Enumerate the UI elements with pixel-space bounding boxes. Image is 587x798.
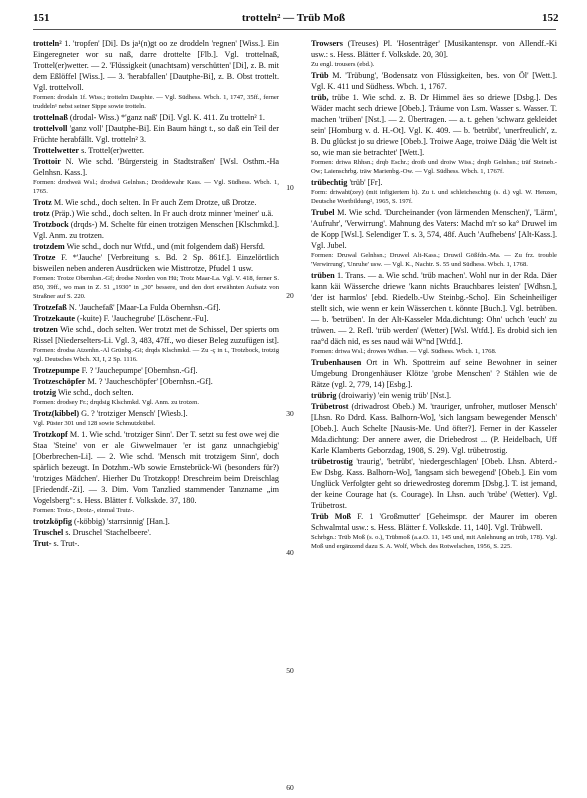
dictionary-entry: trübrig (droiwariy) 'ein wenig trüb' [Nst.]. [311, 391, 452, 400]
entry-note: Schrbgn.: Trüb Moß (s. o.), Trübmoß (a.a.O. 11, 145 und, mit Anlehnung an trüb, 178). Vgl. Moß und ergänzend dazu S. A. Wolf, Wbch. des Rotwelschen, 1956, S. 225. [311, 534, 557, 550]
line-number: 60 [286, 783, 294, 792]
entry-note: Formen: driwa Rhhsn.; drqb Eschr.; droib und droiw Wiss.; drqib Gelnhsn.; träf Steineb.-Ow; Laienschrbg. träw Marienbg.-Ow. — Vgl. Südhess. Wbch. 1, 1767f. [311, 159, 557, 175]
dictionary-entry: Truschel s. Druschel 'Stachelbeere'. [33, 528, 152, 537]
dictionary-entry: trotz (Präp.) Wie schd., doch selten. In Fr auch drotz minner 'meiner' u.ä. [33, 209, 274, 218]
header-rule [33, 29, 556, 30]
entry-note: Formen: drodsey Fr.; drqdsig Klschmkd. Vgl. Anm. zu trotzen. [33, 399, 199, 406]
dictionary-entry: Trüb M. 'Trübung', 'Bodensatz von Flüssigkeiten, bes. von Öl' [Wett.]. Vgl. K. 411 und Südhess. Wbch. 1, 1767. [311, 71, 557, 91]
line-number: 20 [286, 291, 294, 300]
entry-note: Formen: Trotze Obernhsn.-Gf; drodse Norden von Hü; Trotz Maar-La. Vgl. V. 418, ferner S. 850, 39ff., wo man in Z. 51 „1930" in „30" bessere, und den dort erwähnten Aufsatz von Straßner auf S. 220. [33, 275, 279, 300]
line-number: 10 [286, 183, 294, 192]
dictionary-entry: Trottelwetter s. Trottel(er)wetter. [33, 146, 145, 155]
dictionary-entry: Trubel M. Wie schd. 'Durcheinander (von lärmenden Menschen)', 'Lärm', 'Aufruhr', 'Verwirrung'. Mahnung des Vaters: Machd m'r so ka° Druwel im de Kopp [Wsl.]. Selendiger T. s. 3, 574, 48f. Auch 'Aufhebens' [Alt-Kass.]. Vgl. Jubel. [311, 208, 557, 250]
dictionary-entry: Trotzefaß N. 'Jauchefaß' [Maar-La Fulda Obernhsn.-Gf]. [33, 303, 221, 312]
dictionary-entry: Trotze F. *'Jauche' [Verbreitung s. Bd. 2 Sp. 861f.]. Einzelörtlich bisweilen neben anderen Ausdrücken wie Misttrotze, Pfudel 1 usw. [33, 253, 279, 273]
running-head: trotteln² — Trüb Moß [241, 12, 346, 24]
dictionary-entry: Trubenhausen Ort in Wh. Spottreim auf seine Bewohner in seiner Umgebung Drongenhäuser Klötze 'grobe Menschen' ? Stählen wie de Rätze (vgl. 2, 779, 14) [Esbg.]. [311, 358, 557, 389]
dictionary-entry: trotteln² 1. 'tropfen' [Di]. Ds ja¹(n)gt oo ze droddeln 'regnen' [Wiss.]. Ein Eingeregneter wor su naß, darre drottelte [Flb.]. Vgl. trottelnaß, Trottel(er)wetter. — 2. 'Flüssigkeit (unachtsam) verschütten' [Di], z. B. mit dem Eßlöffel [Wiss.]. — 3. 'herabfallen' [Dautphe-Bi], z. B. Obst trottelt. Vgl. trottelvoll. [33, 39, 279, 92]
dictionary-entry: Trotzeschöpfer M. ? 'Jaucheschöpfer' [Obernhsn.-Gf]. [33, 377, 213, 386]
entry-note: Vgl. Püster 301 und 128 sowie Schmutzkübel. [33, 420, 156, 427]
page-number-right: 152 [542, 12, 559, 24]
dictionary-entry: Trüb Moß F. 1 'Großmutter' [Geheimspr. der Maurer im oberen Schwalmtal usw.: s. Hess. Blätter f. Volkskde. 11, 140]. Vgl. Trübwell. [311, 512, 557, 532]
left-column [33, 38, 279, 549]
dictionary-entry: trüb, trübe 1. Wie schd. z. B. Dr Himmel äes so driewe [Dsbg.]. Des Wäder macht sech driewe [Obeb.]. Träume von Lsm. Wasser s. Wasser. T. machen 'trüben' [Nst.]. — 2. Übertragen. — a. t. gehen 'schwarz gekleidet sein' [Homburg v. d. H.-Ot]. Vgl. K. 409. — b. 'betrübt', 'unerfreulich', z. B. Du glückst jo su driewe [Obeb.]. Troiwe Aage, troiwe Dääg 'die Welt ist so, wie man sie betrachtet' [Wett.]. [311, 93, 557, 157]
dictionary-entry: Trottoir N. Wie schd. 'Bürgersteig in Stadtstraßen' [Wsl. Osthm.-Ha Gelnhsn. Kass.]. [33, 157, 279, 177]
dictionary-entry: trotzköpfig (-köbbig) 'starrsinnig' [Han.]. [33, 517, 170, 526]
dictionary-entry: Trübetrost (driwadrost Obeb.) M. 'trauriger, unfroher, mutloser Mensch' [Lhsn. Ro Ddrd. Kass. Balhorn-Wo], 'sich langsam bewegender Mensch' [Obeb.]. Auch Schelte [Nausis-Me. Und öfter?]. Ferner in der Kasseler Mda.dichtung: Der annere awer, die Driebedrost ... (P. Heidelbach, Uff Karle Klamberts Geborzdag, 1908, S. 29). Vgl. trübetrostig. [311, 402, 557, 455]
entry-note: Zu engl. trousers (ebd.). [311, 61, 375, 68]
dictionary-entry: Trut- s. Trut-. [33, 539, 80, 548]
entry-note: Form: driwaht(zey) (mit infigiertem h). Zu t. und schleicheschtig (s. d.) vgl. W. Henzen, Deutsche Wortbildung², 1965, S. 197f. [311, 189, 557, 205]
right-column [311, 38, 557, 552]
dictionary-entry: Trowsers (Treuses) Pl. 'Hosenträger' [Musikantenspr. von Allendf.-Ki usw.: s. Hess. Blätter f. Volkskde. 20, 30]. [311, 39, 557, 59]
dictionary-entry: trübechtig 'trüb' [Fr]. [311, 178, 383, 187]
dictionary-entry: Trotz M. Wie schd., doch selten. In Fr auch Zem Drotze, uß Drotze. [33, 198, 257, 207]
dictionary-entry: trübetrostig 'traurig', 'betrübt', 'niedergeschlagen' [Obeb. Lhsn. Abterd.-Ew Dsbg. Kass. Balhorn-Wo], 'langsam sich bewegend' [Obeb.]. Ein vom Unglück Verfolgter geht so driewedrosteg doremm [Dsbg.]. T. ist jemand, der keine Courage hat (s. Courage). In Lhsn. auch 'trübe' (Wetter). Vgl. Trübetrost. [311, 457, 557, 510]
entry-note: Formen: drodweä Wsl.; drodwä Gelnhsn.; Droddewahr Kass. — Vgl. Südhess. Wbch. 1, 1765. [33, 179, 279, 195]
dictionary-entry: trotzig Wie schd., doch selten. [33, 388, 134, 397]
dictionary-entry: trotzen Wie schd., doch selten. Wer trotzt met de Schissel, Der spierts om Rissel [Niederselters-Li. Vgl. 3, 483, 47ff., wo dieser Beleg zuzufügen ist]. [33, 325, 279, 345]
dictionary-entry: trotzdem Wie schd., doch nur Wtfd., und (mit folgendem daß) Hersfd. [33, 242, 265, 251]
dictionary-entry: Trotz(kibbel) G. ? 'trotziger Mensch' [Wiesb.]. [33, 409, 188, 418]
dictionary-entry: trottelnaß (drodal- Wiss.) *'ganz naß' [Di]. Vgl. K. 411. Zu trotteln² 1. [33, 113, 265, 122]
line-number: 40 [286, 548, 294, 557]
dictionary-entry: trüben 1. Trans. — a. Wie schd. 'trüb machen'. Wohl nur in der Rda. Däer kann käi Wässerche driewe 'kann nichts Brauchbares leisten' [Wdhsn.], 'der ist harmlos' [ebd. Riedelb.-Uw Steinbg.-Scho]. Ein Scheinheiliger stellt sich, wie wenn er kein Wässerchen t. könnte [Buch.]. Vgl. betrüben. — b. 'betrüben'. In der Alt-Kasseler Mda.dichtung: Ohn' uchch 'euch' zu trüwen. — 2. Refl. 'trüb werden' (Wetter) [Wsl. Wtfd.]. Es drobid sich ien raa°d däch nid, es ses naud wäi W°nd [Wtfd.]. [311, 271, 557, 346]
dictionary-entry: Trotzekaute (-kuite) F. 'Jauchegrube' [Löschenr.-Fu]. [33, 314, 209, 323]
entry-note: Formen: driwa Wsl.; drowes Wdhsn. — Vgl. Südhess. Wbch. 1, 1768. [311, 348, 497, 355]
dictionary-entry: Trotzepumpe F. ? 'Jauchepumpe' [Obernhsn.-Gf]. [33, 366, 198, 375]
page-number-left: 151 [33, 12, 50, 24]
entry-note: Formen: Trotz-, Drotz-, einmal Trutz-. [33, 507, 135, 514]
entry-note: Formen: Druwal Gelnhsn.; Druwel Alt-Kass.; Druwil Gößfdn.-Ma. — Zu frz. trouble 'Verwirrung', 'Unruhe' usw. — Vgl. K., Nachtr. S. 55 und Südhess. Wbch. 1, 1768. [311, 252, 557, 268]
dictionary-entry: Trotzbock (drqds-) M. Schelte für einen trotzigen Menschen [Klschmkd.]. Vgl. Anm. zu trotzen. [33, 220, 279, 240]
line-number: 50 [286, 666, 294, 675]
entry-note: Formen: drodaln 1f. Wiss.; trottelm Dauphte. — Vgl. Südhess. Wbch. 1, 1747, 35ff., ferner truddeln¹ nebst seiner Sippe sowie trotteln. [33, 94, 279, 110]
dictionary-entry: trottelvoll 'ganz voll' [Dautphe-Bi]. Ein Baum hängt t., so daß ein Teil der Früchte herabfällt. Vgl. trotteln² 3. [33, 124, 279, 144]
dictionary-entry: Trotzkopf M. 1. Wie schd. 'trotziger Sinn'. Der T. setzt su fest owe wej die Staa 'Steine' von er ale Giwwelmauer 'er ist ganz unnachgiebig' [Oberbrechen-Li]. — 2. Wie schd. 'Mensch mit trotzigem Sinn', doch spärlich bezeugt. In Dotzhm.-Wb sowie Ernstebrück-Wi (besonders für?) 'trotziges Mädchen'. Hierher Du Trotzkopp! Dreschreim beim Dreischlag [Friedendf.-Zi]. — 3. Dim. Vom Tanzlied stammender Tanzname „im Vogelsberg": s. Hess. Blätter f. Volkskde. 37, 180. [33, 430, 279, 505]
entry-note: Formen: drodsa Atzenhn.-Al Grünbg.-Gi; drqds Klschmkd. — Zu -ç in t., Trotzbock, trotzig vgl. Deutsches Wbch. XI, I, 2 Sp. 1116. [33, 347, 279, 363]
line-number: 30 [286, 409, 294, 418]
